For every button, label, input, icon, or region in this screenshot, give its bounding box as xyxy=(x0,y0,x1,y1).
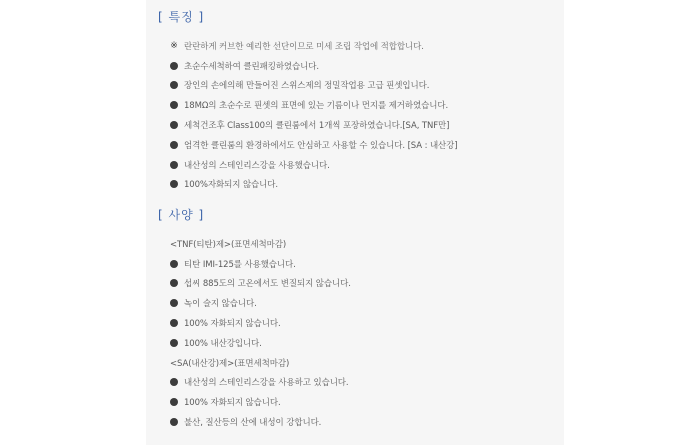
list-item-text: 엄격한 클린룸의 환경하에서도 안심하고 사용할 수 있습니다. [SA : 내산강] xyxy=(184,140,458,151)
list-item-text: 100% 자화되지 않습니다. xyxy=(184,319,281,330)
bullet-icon xyxy=(170,101,178,109)
list-item xyxy=(170,373,351,393)
bullet-icon xyxy=(170,418,178,426)
specs-title: [ 사양 ] xyxy=(158,208,205,222)
bullet-icon xyxy=(170,299,178,307)
list-item-text: 내산성의 스테인리스강을 사용했습니다. xyxy=(184,160,330,171)
list-item xyxy=(170,274,351,294)
bullet-icon xyxy=(170,339,178,347)
list-item-text: 18MΩ의 초순수로 핀셋의 표면에 있는 기름이나 먼지를 제거하였습니다. xyxy=(184,101,449,112)
list-item xyxy=(170,95,458,115)
bullet-icon xyxy=(170,121,178,129)
list-item-text: 100% 내산강입니다. xyxy=(184,338,262,349)
list-item xyxy=(170,392,351,412)
reference-mark-icon: ※ xyxy=(170,40,178,51)
list-item-text: 100%자화되지 않습니다. xyxy=(184,180,278,191)
list-item xyxy=(170,412,351,432)
list-item-text: 섭씨 885도의 고온에서도 변질되지 않습니다. xyxy=(184,279,351,290)
bullet-icon xyxy=(170,81,178,89)
features-title: [ 특징 ] xyxy=(158,10,205,24)
bullet-icon xyxy=(170,260,178,268)
list-item-text: 장인의 손에의해 만들어진 스위스제의 정밀작업용 고급 핀셋입니다. xyxy=(184,81,430,92)
features-list xyxy=(170,36,458,194)
tnf-heading xyxy=(170,234,351,254)
list-item xyxy=(170,155,458,175)
bullet-icon xyxy=(170,161,178,169)
bullet-icon xyxy=(170,378,178,386)
bullet-icon xyxy=(170,62,178,70)
list-item-text: 녹이 슬지 않습니다. xyxy=(184,299,257,310)
features-note xyxy=(170,36,458,56)
list-item xyxy=(170,135,458,155)
list-item xyxy=(170,115,458,135)
list-item xyxy=(170,56,458,76)
list-item xyxy=(170,313,351,333)
list-item xyxy=(170,175,458,195)
list-item xyxy=(170,76,458,96)
bullet-icon xyxy=(170,398,178,406)
bullet-icon xyxy=(170,319,178,327)
list-item xyxy=(170,333,351,353)
tnf-heading-text: <TNF(티탄)제>(표면세척마감) xyxy=(170,239,287,250)
bullet-icon xyxy=(170,141,178,149)
list-item xyxy=(170,293,351,313)
list-item-text: 초순수세척하여 클린패킹하였습니다. xyxy=(184,61,319,72)
bullet-icon xyxy=(170,279,178,287)
list-item-text: 티탄 IMI-125를 사용했습니다. xyxy=(184,259,296,270)
list-item-text: 내산성의 스테인리스강을 사용하고 있습니다. xyxy=(184,378,349,389)
list-item-text: 불산, 질산등의 산에 내성이 강합니다. xyxy=(184,418,322,429)
bullet-icon xyxy=(170,180,178,188)
sa-heading xyxy=(170,353,351,373)
list-item xyxy=(170,254,351,274)
features-note-text: 란란하게 커브한 예리한 선단이므로 미세 조립 작업에 적합합니다. xyxy=(184,41,424,52)
list-item-text: 세척건조후 Class100의 클린룸에서 1개씩 포장하였습니다.[SA, TNF만] xyxy=(184,121,450,132)
sa-heading-text: <SA(내산강)제>(표면세척마감) xyxy=(170,358,290,369)
list-item-text: 100% 자화되지 않습니다. xyxy=(184,398,281,409)
specs-list xyxy=(170,234,351,432)
